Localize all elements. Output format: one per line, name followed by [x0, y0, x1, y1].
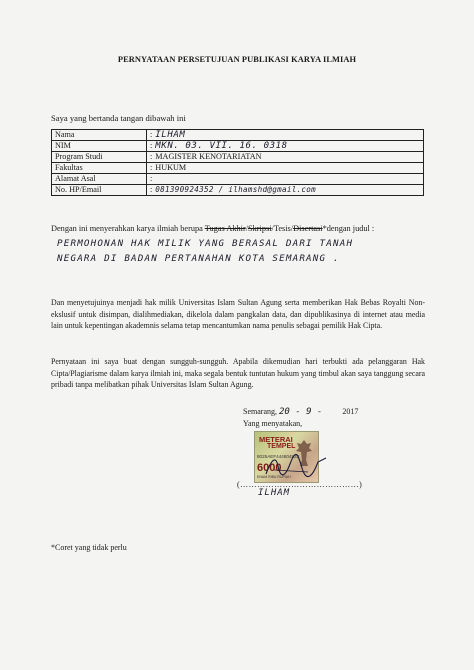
sign-label: Yang menyatakan,	[243, 419, 303, 428]
row-label: Alamat Asal	[52, 174, 147, 185]
stamp-title: METERAI	[259, 435, 293, 444]
table-row	[52, 141, 424, 152]
intro-text: Saya yang bertanda tangan dibawah ini	[51, 113, 186, 123]
sign-place: Semarang,	[243, 407, 277, 416]
declaration-suffix: *dengan judul :	[322, 224, 375, 233]
row-label: NIM	[52, 141, 147, 152]
declaration-prefix: Dengan ini menyerahkan karya ilmiah berupa	[51, 224, 205, 233]
row-colon: :	[147, 130, 153, 141]
statement-paragraph: Pernyataan ini saya buat dengan sungguh-sungguh. Apabila dikemudian hari terbukti ada pelanggaran Hak Cipta/Plagiarisme dalam karya ilmiah ini, maka segala bentuk tuntutan hukum yang timbul akan saya tanggung secara pribadi tanpa melibatkan pihak Universitas Islam Sultan Agung.	[51, 357, 425, 389]
sign-year: 2017	[342, 407, 359, 416]
stamp-nominal: 6000	[257, 462, 282, 474]
table-row	[52, 174, 424, 185]
signature-line: (……………………………………)	[237, 480, 363, 489]
row-label: Fakultas	[52, 163, 147, 174]
footnote: *Coret yang tidak perlu	[51, 543, 127, 552]
table-row	[52, 152, 424, 163]
row-label: Program Studi	[52, 152, 147, 163]
nim-value: MKN. 03. VII. 16. 0318	[152, 141, 423, 152]
stamp-caption: ENAM RIBU RUPIAH	[257, 475, 291, 479]
identity-table	[51, 129, 424, 196]
handwritten-signature	[262, 452, 332, 482]
document-title: PERNYATAAN PERSETUJUAN PUBLIKASI KARYA ILMIAH	[117, 55, 357, 64]
struck-option: Skripsi	[248, 224, 272, 233]
declaration-middle: /Tesis/	[271, 224, 294, 233]
row-colon: :	[147, 185, 153, 196]
stamp-subtitle: TEMPEL	[267, 443, 296, 450]
sign-place-date	[243, 407, 358, 417]
row-colon: :	[147, 141, 153, 152]
stamp-serial: 8025AEF444804832	[257, 454, 300, 459]
program-value: MAGISTER KENOTARIATAN	[152, 152, 423, 163]
row-label: Nama	[52, 130, 147, 141]
work-title-line-2: NEGARA DI BADAN PERTANAHAN KOTA SEMARANG .	[57, 253, 340, 264]
row-colon: :	[147, 174, 153, 185]
faculty-value: HUKUM	[152, 163, 423, 174]
row-colon: :	[147, 152, 153, 163]
struck-option: Disertasi	[293, 224, 323, 233]
handwritten-date: 20 - 9 -	[279, 407, 323, 417]
declaration-separator: /	[245, 224, 249, 233]
address-value	[152, 174, 423, 185]
table-row	[52, 130, 424, 141]
agreement-paragraph: Dan menyetujuinya menjadi hak milik Universitas Islam Sultan Agung serta memberikan Hak Bebas Royalti Non-ekslusif untuk disimpan, dialihmediakan, dikelola dalam pangkalan data, dan dipublikasinya di internet atau media lain untuk kepentingan akademnis selama tetap mencantumkan nama penulis sebagai pemilik Hak Cipta.	[51, 298, 425, 330]
table-row	[52, 163, 424, 174]
row-colon: :	[147, 163, 153, 174]
handwritten-name: ILHAM	[258, 488, 291, 498]
contact-value: 081390924352 / ilhamshd@gmail.com	[152, 185, 423, 196]
declaration-text	[51, 224, 374, 233]
table-row	[52, 185, 424, 196]
row-label: No. HP/Email	[52, 185, 147, 196]
work-title-line-1: PERMOHONAN HAK MILIK YANG BERASAL DARI TANAH	[57, 238, 354, 249]
struck-option: Tugas Akhir	[204, 224, 246, 233]
name-value: ILHAM	[152, 130, 423, 141]
